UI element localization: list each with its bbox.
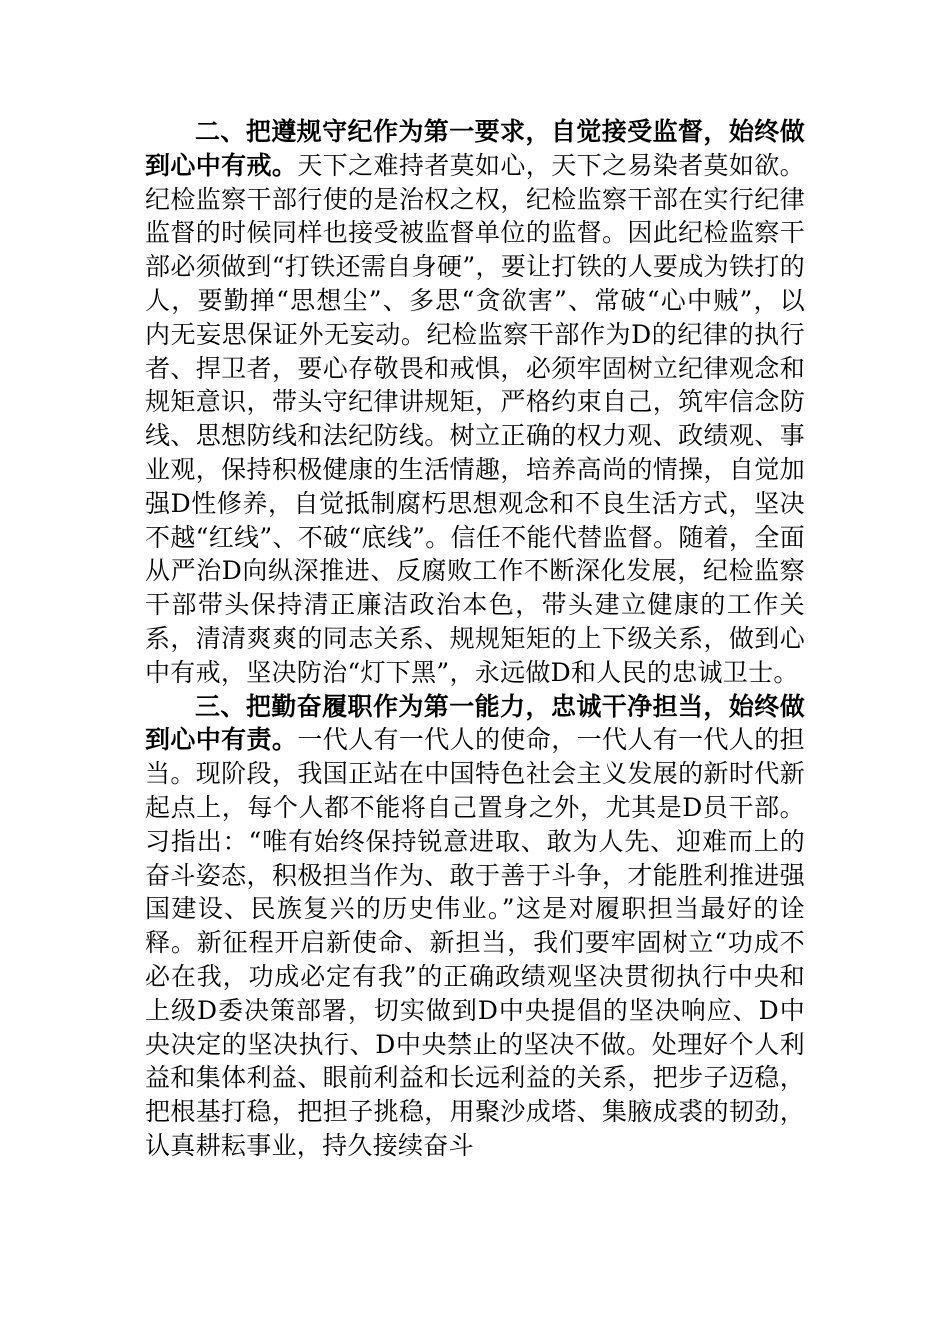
section-paragraph-3 [145, 690, 805, 1163]
section-heading-2: 二、把遵规守纪作为第一要求，自觉接受监督，始终做到心中有戒。 [145, 117, 805, 180]
section-paragraph-2 [145, 115, 805, 690]
section-body-2: 天下之难持者莫如心，天下之易染者莫如欲。纪检监察干部行使的是治权之权，纪检监察干部在实行纪律监督的时候同样也接受被监督单位的监督。因此纪检监察干部必须做到“打铁还需自身硬”，要让打铁的人要成为铁打的人，要勤掸“思想尘”、多思“贪欲害”、常破“心中贼”，以内无妄思保证外无妄动。纪检监察干部作为D的纪律的执行者、捍卫者，要心存敬畏和戒惧，必须牢固树立纪律观念和规矩意识，带头守纪律讲规矩，严格约束自己，筑牢信念防线、思想防线和法纪防线。树立正确的权力观、政绩观、事业观，保持积极健康的生活情趣，培养高尚的情操，自觉加强D性修养，自觉抵制腐朽思想观念和不良生活方式，坚决不越“红线”、不破“底线”。信任不能代替监督。随着，全面从严治D向纵深推进、反腐败工作不断深化发展，纪检监察干部带头保持清正廉洁政治本色，带头建立健康的工作关系，清清爽爽的同志关系、规规矩矩的上下级关系，做到心中有戒，坚决防治“灯下黑”，永远做D和人民的忠诚卫士。 [145, 150, 805, 687]
section-heading-3: 三、把勤奋履职作为第一能力，忠诚干净担当，始终做到心中有责。 [145, 691, 805, 755]
document-page [145, 115, 805, 1163]
section-body-3: 一代人有一代人的使命，一代人有一代人的担当。现阶段，我国正站在中国特色社会主义发展的新时代新起点上，每个人都不能将自己置身之外，尤其是D员干部。习指出：“唯有始终保持锐意进取、敢为人先、迎难而上的奋斗姿态，积极担当作为、敢于善于斗争，才能胜利推进强国建设、民族复兴的历史伟业。”这是对履职担当最好的诠释。新征程开启新使命、新担当，我们要牢固树立“功成不必在我，功成必定有我”的正确政绩观坚决贯彻执行中央和上级D委决策部署，切实做到D中央提倡的坚决响应、D中央决定的坚决执行、D中央禁止的坚决不做。处理好个人利益和集体利益、眼前利益和长远利益的关系，把步子迈稳，把根基打稳，把担子挑稳，用聚沙成塔、集腋成裘的韧劲，认真耕耘事业，持久接续奋斗 [145, 725, 805, 1160]
